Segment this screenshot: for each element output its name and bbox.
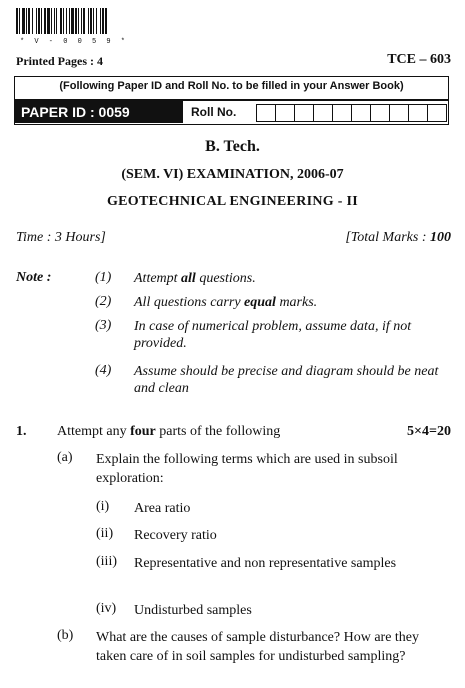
barcode-bar: [105, 8, 107, 34]
barcode-bar: [102, 8, 104, 34]
roll-no-label: Roll No.: [191, 105, 237, 119]
barcode-bar: [90, 8, 92, 34]
note-item: Attempt all questions.: [134, 271, 256, 286]
barcode-bar: [47, 8, 50, 34]
item-text: Area ratio: [134, 501, 191, 516]
roll-no-digit-box: [370, 104, 390, 122]
total-marks-value: 100: [430, 230, 451, 245]
barcode: [16, 8, 186, 34]
barcode-bar: [51, 8, 52, 34]
note-item: In case of numerical problem, assume data, if not provided.: [134, 319, 412, 351]
barcode-bar: [19, 8, 20, 34]
barcode-bar: [96, 8, 97, 34]
barcode-bar: [93, 8, 94, 34]
item-text: Representative and non representative samples: [134, 556, 397, 571]
barcode-bar: [54, 8, 55, 34]
barcode-bar: [32, 8, 33, 34]
barcode-bar: [38, 8, 40, 34]
barcode-bar: [41, 8, 42, 34]
paper-id-box: [14, 76, 449, 125]
item-num: (ii): [96, 526, 114, 541]
roll-no-digit-box: [408, 104, 428, 122]
barcode-text: * V - 0 0 5 9 *: [20, 38, 129, 46]
question-marks: 5×4=20: [407, 424, 451, 439]
part-text: Explain the following terms which are used in subsoil exploration:: [96, 452, 398, 486]
paper-code: TCE – 603: [387, 52, 451, 67]
part-label: (b): [57, 628, 74, 643]
note-item: Assume should be precise and diagram should be neat and clean: [134, 364, 439, 396]
subject-title: GEOTECHNICAL ENGINEERING - II: [106, 194, 359, 209]
barcode-bar: [71, 8, 74, 34]
barcode-bar: [60, 8, 62, 34]
barcode-bar: [75, 8, 77, 34]
instruction-text: (Following Paper ID and Roll No. to be filled in your Answer Book): [59, 80, 404, 92]
question-text: Attempt any four parts of the following: [57, 424, 281, 439]
note-item: All questions carry equal marks.: [134, 295, 318, 310]
barcode-bar: [100, 8, 101, 34]
note-num: (4): [95, 363, 112, 378]
exam-title: (SEM. VI) EXAMINATION, 2006-07: [121, 167, 344, 182]
barcode-bar: [78, 8, 79, 34]
question-number: 1.: [16, 424, 27, 439]
item-num: (iii): [96, 554, 117, 569]
part-label: (a): [57, 450, 73, 465]
paper-id: PAPER ID : 0059: [15, 101, 183, 123]
barcode-bar: [63, 8, 64, 34]
total-marks-prefix: [Total Marks :: [345, 230, 430, 245]
item-num: (i): [96, 499, 110, 514]
item-text: Recovery ratio: [134, 528, 217, 543]
note-num: (1): [95, 270, 112, 285]
roll-no-digit-box: [332, 104, 352, 122]
barcode-bar: [44, 8, 46, 34]
roll-no-digit-box: [389, 104, 409, 122]
barcode-bar: [88, 8, 89, 34]
note-num: (2): [95, 294, 112, 309]
barcode-bar: [69, 8, 70, 34]
note-num: (3): [95, 318, 112, 333]
part-text: What are the causes of sample disturbance? How are they taken care of in soil samples for undisturbed sampling?: [96, 630, 420, 664]
barcode-bar: [56, 8, 57, 34]
note-label: Note :: [16, 270, 52, 285]
barcode-bar: [81, 8, 82, 34]
barcode-bar: [66, 8, 67, 34]
roll-no-digit-box: [275, 104, 295, 122]
item-text: Undisturbed samples: [134, 603, 252, 618]
total-marks: [345, 230, 451, 246]
item-num: (iv): [96, 601, 117, 616]
barcode-bar: [36, 8, 37, 34]
barcode-bar: [22, 8, 25, 34]
roll-no-digit-box: [427, 104, 447, 122]
roll-no-digit-box: [256, 104, 276, 122]
barcode-bar: [28, 8, 30, 34]
barcode-bar: [16, 8, 18, 34]
barcode-bar: [83, 8, 85, 34]
degree-title: B. Tech.: [205, 138, 260, 155]
roll-no-digit-box: [313, 104, 333, 122]
printed-pages: Printed Pages : 4: [16, 54, 103, 68]
roll-no-digit-box: [294, 104, 314, 122]
barcode-bar: [26, 8, 27, 34]
roll-no-boxes: [257, 104, 447, 122]
time-allowed: Time : 3 Hours]: [16, 230, 106, 245]
roll-no-digit-box: [351, 104, 371, 122]
